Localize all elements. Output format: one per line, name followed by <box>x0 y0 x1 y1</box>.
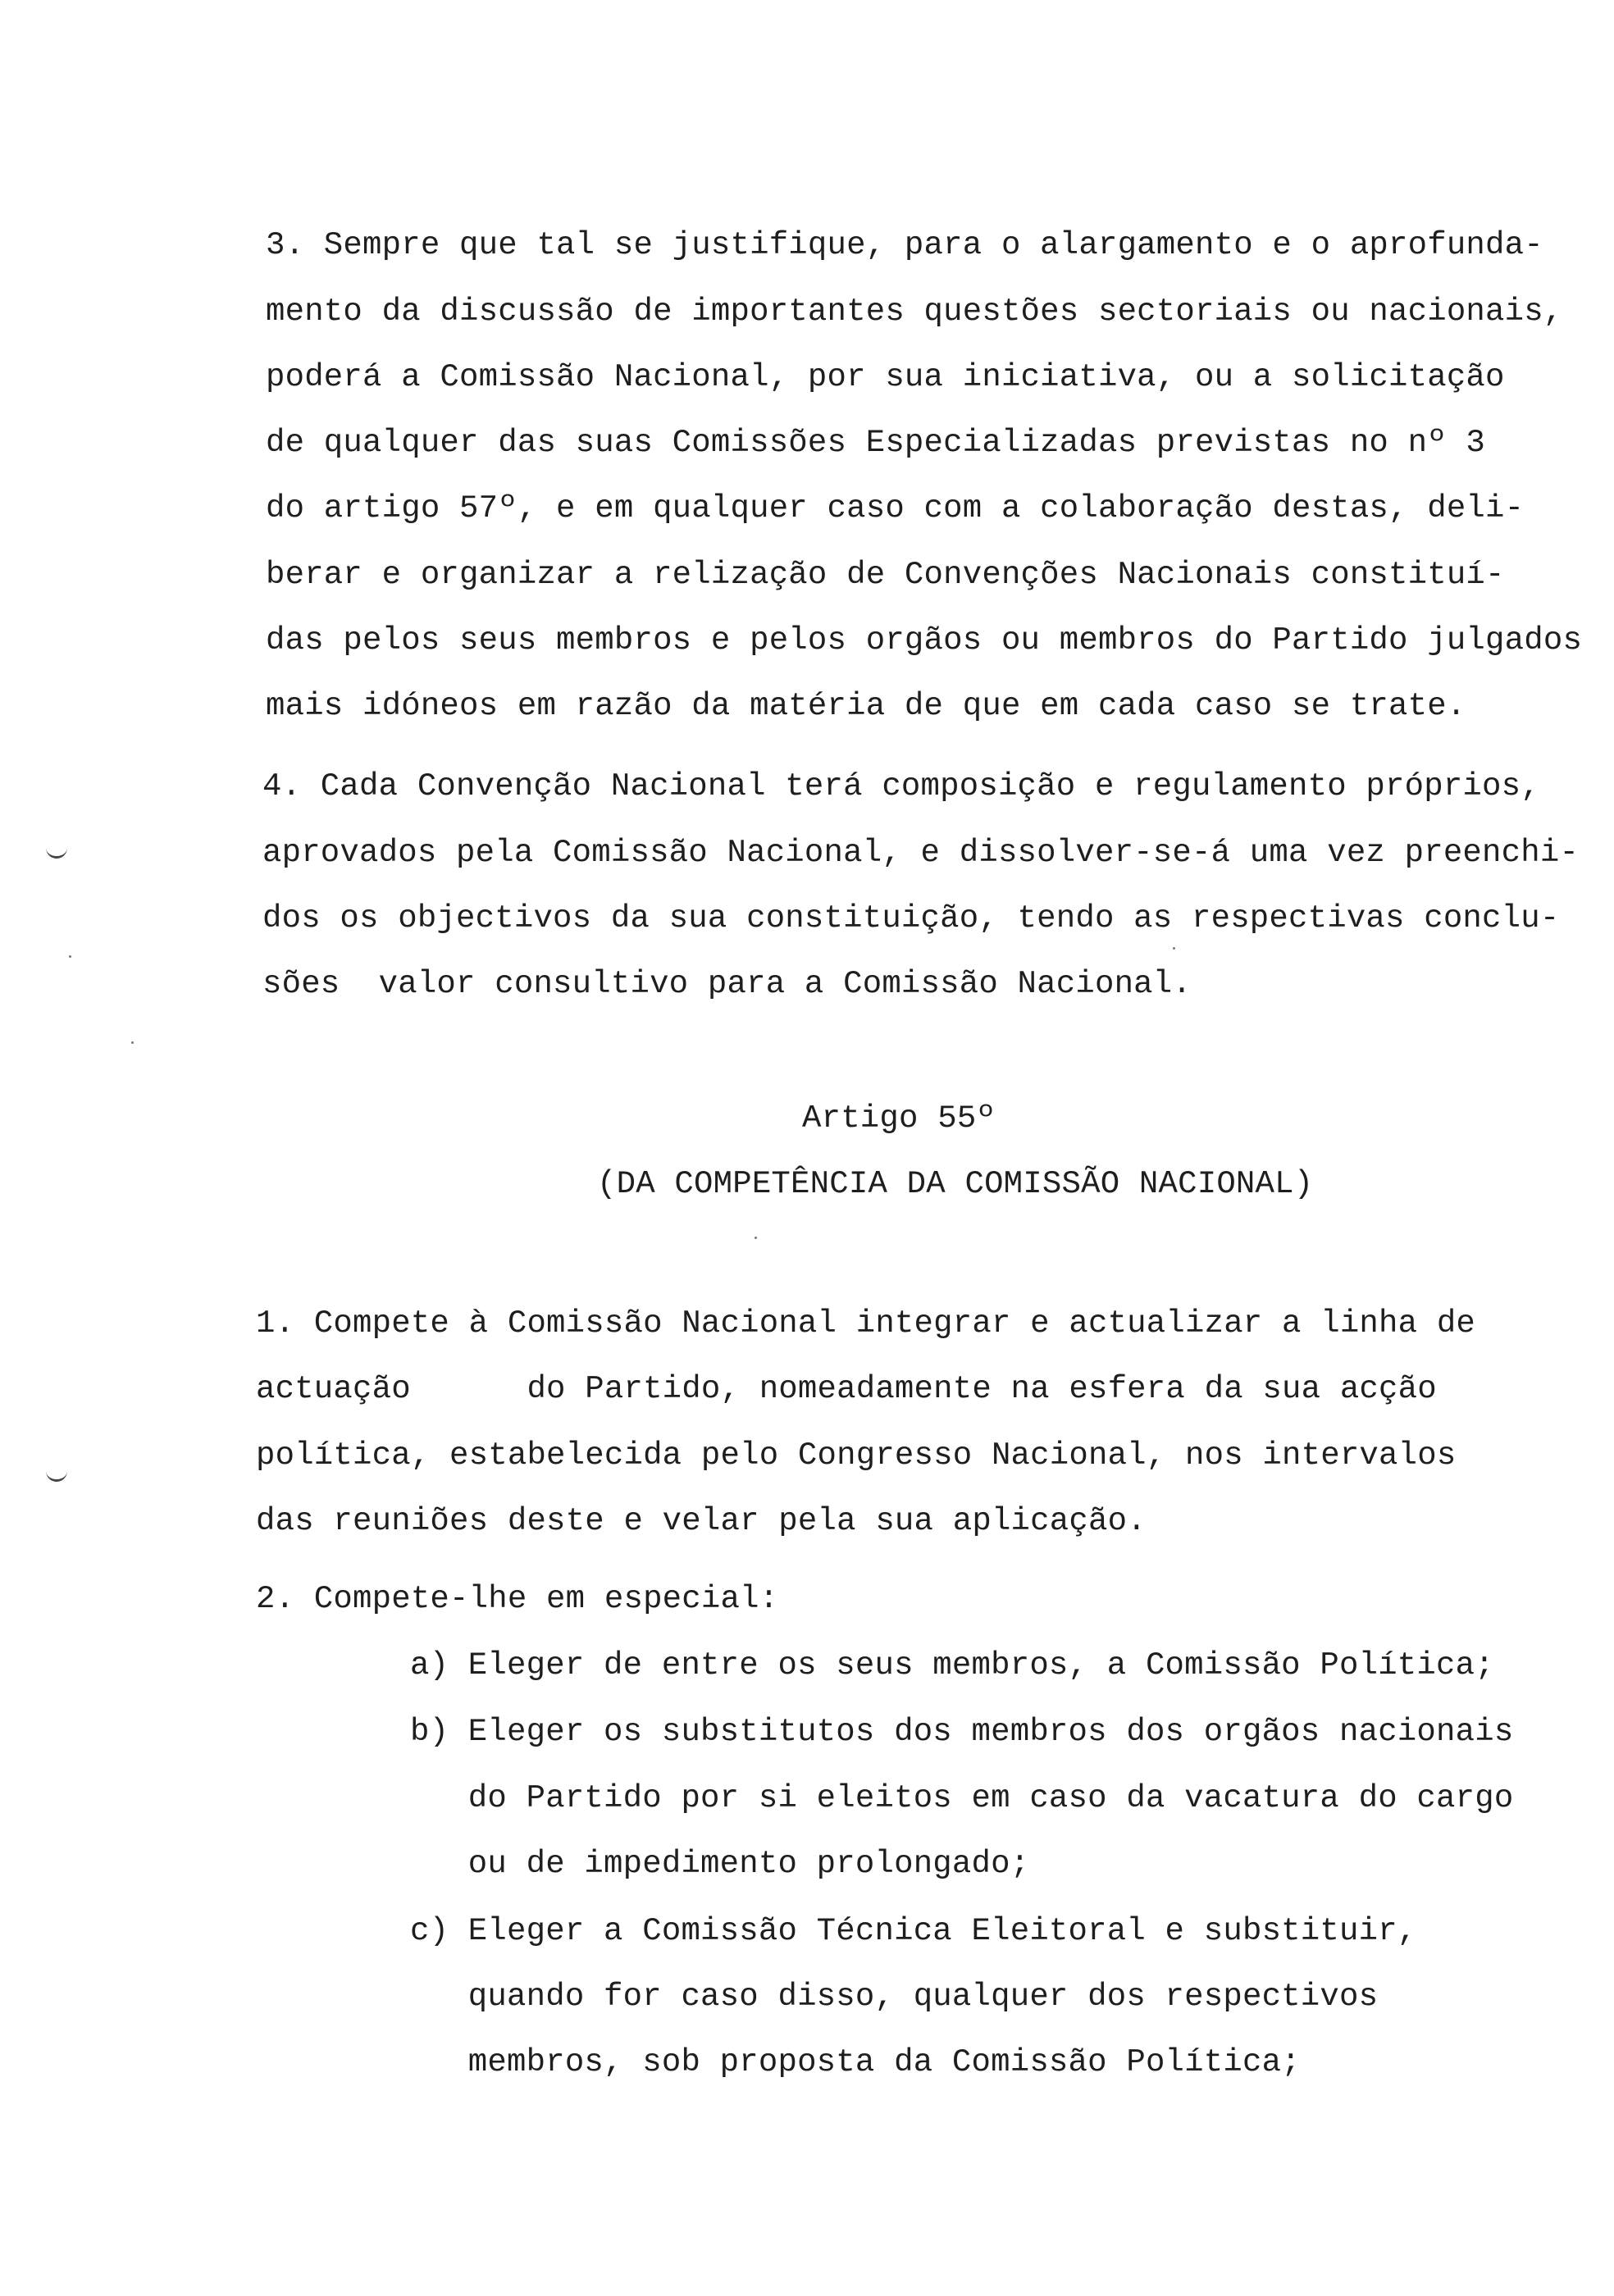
paragraph-4-line-2: aprovados pela Comissão Nacional, e dissolver-se-á uma vez preenchi- <box>262 835 1580 871</box>
paragraph-3-line-6: berar e organizar a relização de Convenções Nacionais constituí- <box>266 557 1505 593</box>
section-1-line-1: 1. Compete à Comissão Nacional integrar e actualizar a linha de <box>256 1305 1476 1342</box>
section-1-line-4: das reuniões deste e velar pela sua aplicação. <box>256 1503 1147 1539</box>
scan-speck <box>131 1041 134 1044</box>
item-b-line-3: ou de impedimento prolongado; <box>410 1846 1030 1882</box>
paragraph-4-line-1: 4. Cada Convenção Nacional terá composição e regulamento próprios, <box>262 768 1540 804</box>
section-2-intro: 2. Compete-lhe em especial: <box>256 1581 779 1617</box>
paragraph-3-line-4: de qualquer das suas Comissões Especializadas previstas no nº 3 <box>266 425 1486 461</box>
section-1-line-3: política, estabelecida pelo Congresso Nacional, nos intervalos <box>256 1437 1457 1474</box>
item-c-line-1: c) Eleger a Comissão Técnica Eleitoral e substituir, <box>410 1913 1417 1949</box>
paragraph-3-line-1: 3. Sempre que tal se justifique, para o alargamento e o aprofunda- <box>266 227 1543 263</box>
paragraph-4-line-4: sões valor consultivo para a Comissão Nacional. <box>262 966 1192 1002</box>
scan-speck <box>69 955 71 958</box>
section-1-line-2: actuação do Partido, nomeadamente na esfera da sua acção <box>256 1371 1437 1407</box>
article-subtitle: (DA COMPETÊNCIA DA COMISSÃO NACIONAL) <box>597 1166 1314 1202</box>
paragraph-3-line-2: mento da discussão de importantes questões sectoriais ou nacionais, <box>266 294 1563 330</box>
binding-hole-mark <box>46 848 67 859</box>
paragraph-3-line-3: poderá a Comissão Nacional, por sua iniciativa, ou a solicitação <box>266 359 1505 395</box>
item-c-line-2: quando for caso disso, qualquer dos respectivos <box>410 1979 1379 2015</box>
item-a-line-1: a) Eleger de entre os seus membros, a Comissão Política; <box>410 1647 1494 1683</box>
paragraph-3-line-5: do artigo 57º, e em qualquer caso com a colaboração destas, deli- <box>266 490 1525 526</box>
article-title: Artigo 55º <box>802 1100 996 1137</box>
paragraph-3-line-8: mais idóneos em razão da matéria de que em cada caso se trate. <box>266 688 1466 724</box>
scan-speck <box>755 1237 757 1239</box>
binding-hole-mark <box>46 1471 67 1482</box>
paragraph-4-line-3: dos os objectivos da sua constituição, tendo as respectivas conclu- <box>262 900 1560 936</box>
paragraph-3-line-7: das pelos seus membros e pelos orgãos ou membros do Partido julgados <box>266 622 1583 658</box>
item-c-line-3: membros, sob proposta da Comissão Política; <box>410 2044 1301 2080</box>
scan-speck <box>1173 947 1175 950</box>
item-b-line-1: b) Eleger os substitutos dos membros dos orgãos nacionais <box>410 1714 1514 1750</box>
item-b-line-2: do Partido por si eleitos em caso da vacatura do cargo <box>410 1780 1514 1816</box>
